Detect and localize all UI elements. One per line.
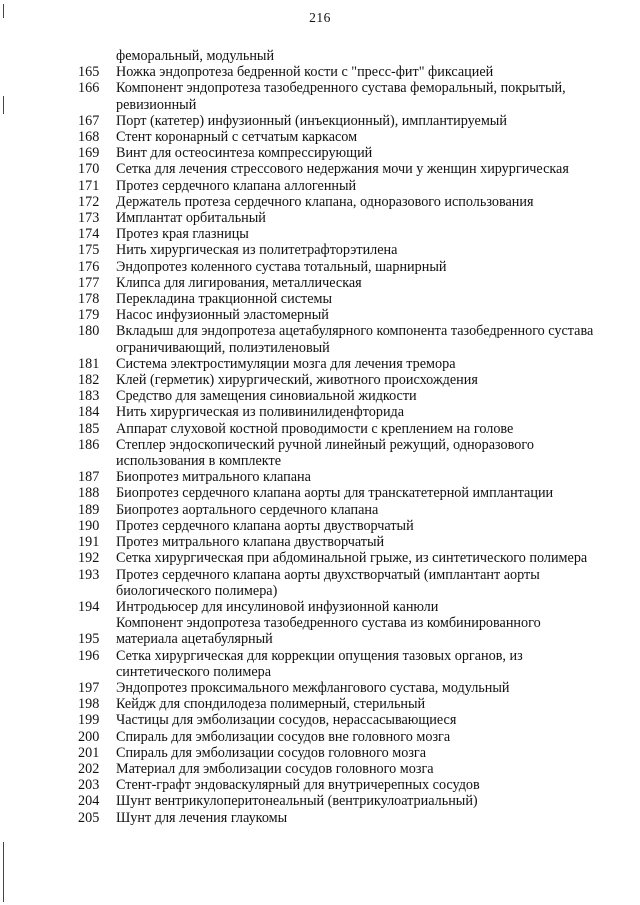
item-number: 191 [78,534,100,551]
item-text: Система электростимуляции мозга для лечения тремора [116,355,456,372]
list-item [78,518,618,534]
item-number: 165 [78,64,100,81]
list-item [78,761,618,777]
item-text: Держатель протеза сердечного клапана, одноразового использования [116,193,534,210]
item-number: 203 [78,777,100,794]
list-item [78,356,618,372]
list-item [78,194,618,210]
list-item [78,534,618,550]
item-text: Сетка хирургическая для коррекции опущения тазовых органов, из синтетического полимера [116,647,523,680]
list-item [78,615,618,631]
item-number: 175 [78,242,100,259]
item-number: 166 [78,80,100,97]
item-text: Эндопротез коленного сустава тотальный, шарнирный [116,258,447,275]
item-text: Протез митрального клапана двустворчатый [116,534,385,551]
list-item [78,242,618,258]
list-item [78,729,618,745]
list-item [78,372,618,388]
list-item [78,502,618,518]
item-text: Стент коронарный с сетчатым каркасом [116,129,358,146]
list-item [78,712,618,728]
item-number: 182 [78,372,100,389]
list-item [78,745,618,761]
list-item [78,259,618,275]
list-item [78,323,618,355]
item-text: Ножка эндопротеза бедренной кости с "пресс-фит" фиксацией [116,64,494,81]
list-item [78,64,618,80]
item-number: 200 [78,728,100,745]
item-text: Биопротез митрального клапана [116,469,311,486]
item-text: Нить хирургическая из политетрафторэтилена [116,242,398,259]
scan-edge-mark-middle [3,96,4,114]
list-item [78,291,618,307]
item-number: 204 [78,793,100,810]
item-number: 195 [78,631,100,648]
item-number: 192 [78,550,100,567]
item-text: Клей (герметик) хирургический, животного происхождения [116,372,478,389]
list-item [78,777,618,793]
item-number: 180 [78,323,100,340]
item-number: 198 [78,696,100,713]
item-text: Эндопротез проксимального межфлангового сустава, модульный [116,679,510,696]
list-item [78,810,618,826]
item-number: 167 [78,112,100,129]
item-number: 188 [78,485,100,502]
list-item [78,275,618,291]
entry-list [78,48,618,826]
list-item [78,696,618,712]
item-number: 193 [78,566,100,583]
list-item [78,145,618,161]
item-number: 168 [78,129,100,146]
item-text: Интродьюсер для инсулиновой инфузионной канюли [116,598,439,615]
item-number: 184 [78,404,100,421]
item-text: Биопротез сердечного клапана аорты для транскатетерной имплантации [116,485,554,502]
item-text: Имплантат орбитальный [116,210,266,227]
item-number: 179 [78,307,100,324]
list-item [78,48,618,64]
list-item [78,113,618,129]
item-number: 173 [78,210,100,227]
item-number: 174 [78,226,100,243]
list-item [78,550,618,566]
item-text: Степлер эндоскопический ручной линейный режущий, одноразового использования в комплекте [116,436,534,470]
item-text: Сетка хирургическая при абдоминальной грыже, из синтетического полимера [116,550,588,567]
item-number: 205 [78,809,100,826]
item-number: 189 [78,501,100,518]
list-item [78,567,618,599]
item-text: Перекладина тракционной системы [116,291,332,308]
item-text: Кейдж для спондилодеза полимерный, стерильный [116,696,426,713]
list-item [78,226,618,242]
list-item [78,129,618,145]
item-number: 185 [78,420,100,437]
item-text: Протез сердечного клапана аорты двухстворчатый (имплантант аорты биологического полимера) [116,566,540,599]
list-item [78,161,618,177]
list-item [78,793,618,809]
item-number: 201 [78,744,100,761]
list-item [78,404,618,420]
item-text: Порт (катетер) инфузионный (инъекционный), имплантируемый [116,112,507,129]
item-number: 171 [78,177,100,194]
list-item [78,178,618,194]
list-item [78,648,618,680]
list-item [78,307,618,323]
list-item [78,388,618,404]
scan-edge-mark-bottom [3,842,4,902]
item-text: Клипса для лигирования, металлическая [116,274,362,291]
item-number: 178 [78,291,100,308]
item-number: 196 [78,647,100,664]
item-number: 181 [78,355,100,372]
item-text: Стент-графт эндоваскулярный для внутричерепных сосудов [116,777,480,794]
list-item [78,485,618,501]
item-number [78,48,116,64]
item-number [78,615,116,631]
item-number: 170 [78,161,100,178]
item-number: 186 [78,436,100,453]
item-text: Сетка для лечения стрессового недержания мочи у женщин хирургическая [116,161,569,178]
list-item [78,437,618,469]
item-text: Вкладыш для эндопротеза ацетабулярного компонента тазобедренного сустава ограничивающий, полиэтиленовый [116,323,594,356]
item-number: 202 [78,760,100,777]
item-number: 176 [78,258,100,275]
item-number: 197 [78,679,100,696]
list-item [78,599,618,615]
item-number: 190 [78,517,100,534]
item-text: Аппарат слуховой костной проводимости с креплением на голове [116,420,514,437]
item-text: Спираль для эмболизации сосудов вне головного мозга [116,728,451,745]
item-number: 194 [78,598,100,615]
item-number: 172 [78,193,100,210]
item-text: Средство для замещения синовиальной жидкости [116,388,417,405]
page-number: 216 [309,10,331,25]
list-item [78,421,618,437]
item-text: Винт для остеосинтеза компрессирующий [116,145,373,162]
list-item [78,631,618,647]
list-item [78,210,618,226]
item-number: 169 [78,145,100,162]
item-text: Биопротез аортального сердечного клапана [116,501,379,518]
item-text: Компонент эндопротеза тазобедренного сустава феморальный, покрытый, ревизионный [116,80,566,113]
item-text: Протез края глазницы [116,226,249,243]
item-number: 177 [78,274,100,291]
item-text: Компонент эндопротеза тазобедренного сустава из комбинированного [116,615,541,632]
item-text: Протез сердечного клапана аллогенный [116,177,357,194]
item-text: Материал для эмболизации сосудов головного мозга [116,760,434,777]
item-number: 199 [78,712,100,729]
item-text: Спираль для эмболизации сосудов головного мозга [116,744,427,761]
item-number: 187 [78,469,100,486]
item-number: 183 [78,388,100,405]
list-item [78,80,618,112]
list-item [78,469,618,485]
list-item [78,680,618,696]
item-text: феморальный, модульный [116,48,275,64]
item-text: Нить хирургическая из поливинилиденфторида [116,404,405,421]
item-text: Протез сердечного клапана аорты двустворчатый [116,517,414,534]
item-text: Насос инфузионный эластомерный [116,307,329,324]
item-text: Частицы для эмболизации сосудов, нерассасывающиеся [116,712,457,729]
item-text: Шунт вентрикулоперитонеальный (вентрикулоатриальный) [116,793,478,810]
item-text: Шунт для лечения глаукомы [116,809,288,826]
item-text: материала ацетабулярный [116,631,273,648]
